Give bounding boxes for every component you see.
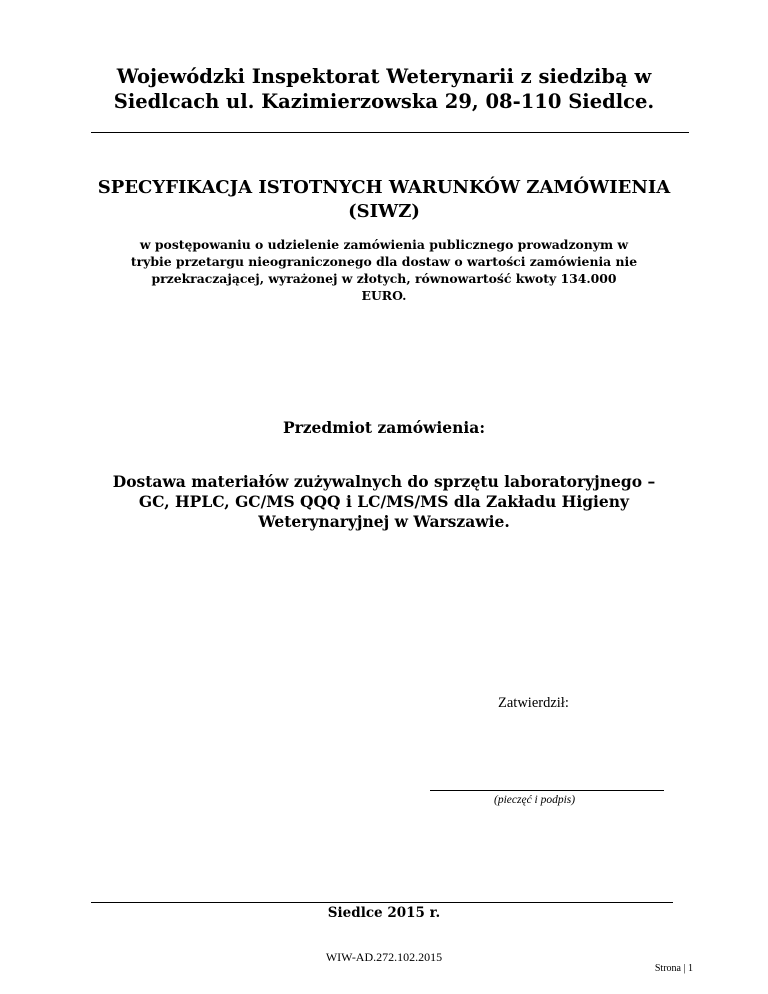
institution-line-2: Siedlcach ul. Kazimierzowska 29, 08-110 Siedlce. <box>113 90 655 113</box>
procedure-line-4: EURO. <box>361 288 407 303</box>
subject-description <box>0 472 768 532</box>
header-divider <box>91 132 689 133</box>
signature-caption: (pieczęć i podpis) <box>494 794 576 806</box>
subject-line-1: Dostawa materiałów zużywalnych do sprzętu laboratoryjnego – <box>112 472 656 491</box>
footer-divider <box>91 902 673 903</box>
procedure-line-1: w postępowaniu o udzielenie zamówienia publicznego prowadzonym w <box>139 237 629 252</box>
approved-by-label: Zatwierdził: <box>498 695 569 711</box>
page-number: Strona | 1 <box>654 963 693 974</box>
reference-number: WIW-AD.272.102.2015 <box>325 950 443 964</box>
subject-line-2: GC, HPLC, GC/MS QQQ i LC/MS/MS dla Zakładu Higieny <box>138 492 630 511</box>
signature-line <box>430 790 664 791</box>
procedure-line-3: przekraczającej, wyrażonej w złotych, równowartość kwoty 134.000 <box>151 271 617 286</box>
procedure-description <box>0 236 768 304</box>
subject-heading: Przedmiot zamówienia: <box>282 418 486 437</box>
procedure-line-2: trybie przetargu nieograniczonego dla dostaw o wartości zamówienia nie <box>130 254 638 269</box>
institution-line-1: Wojewódzki Inspektorat Weterynarii z siedzibą w <box>116 65 652 88</box>
document-title-line-1: SPECYFIKACJA ISTOTNYCH WARUNKÓW ZAMÓWIENIA <box>97 177 671 198</box>
place-and-date: Siedlce 2015 r. <box>327 905 441 921</box>
subject-line-3: Weterynaryjnej w Warszawie. <box>258 512 510 531</box>
document-title <box>0 176 768 224</box>
institution-header <box>0 64 768 114</box>
document-title-line-2: (SIWZ) <box>348 201 420 222</box>
